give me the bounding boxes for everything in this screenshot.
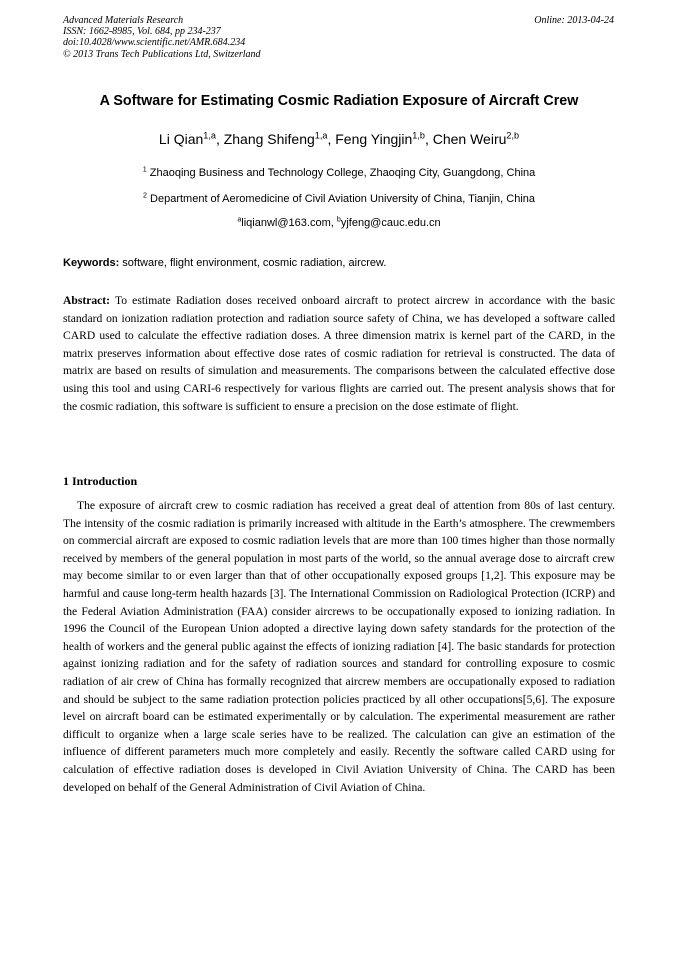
email-sup: a <box>237 215 242 224</box>
abstract-text: To estimate Radiation doses received onboard aircraft to protect aircrew in accordance with the basic standard on ionization radiation protection and radiation source safety of China, we has developed a software called CARD used to calculate the effective radiation doses. A three dimension matrix is kernel part of the CARD, in the matrix preserves information about effective dose rates of cosmic radiation for retrieval is constructed. The data of matrix are based on results of simulation and measurements. The comparisons between the calculated effective dose using this tool and using CARI-6 respectively for various flights are carried out. The present analysis shows that for the cosmic radiation, this software is sufficient to ensure a precision on the dose estimate of flight. <box>63 294 615 413</box>
author-name: Zhang Shifeng <box>223 131 315 147</box>
affiliation-sup: 1 <box>142 165 147 174</box>
affiliation-1 <box>0 167 678 179</box>
doi-line: doi:10.4028/www.scientific.net/AMR.684.234 <box>63 37 246 49</box>
online-date: Online: 2013-04-24 <box>534 15 614 26</box>
keywords-label: Keywords: <box>63 257 120 269</box>
author-name: Chen Weiru <box>432 131 507 147</box>
abstract-paragraph <box>63 292 615 415</box>
section-heading: 1 Introduction <box>63 474 138 488</box>
author-sup: 1,a <box>314 130 328 141</box>
affiliation-2 <box>0 193 678 205</box>
affiliation-text: Zhaoqing Business and Technology College, Zhaoqing City, Guangdong, China <box>149 167 536 179</box>
journal-name: Advanced Materials Research <box>63 15 184 26</box>
keywords-line <box>63 257 615 269</box>
author-sup: 1,a <box>203 130 216 141</box>
abstract-label: Abstract: <box>63 294 111 307</box>
journal-header <box>63 15 261 60</box>
keywords-text: software, flight environment, cosmic radiation, aircrew. <box>119 257 387 269</box>
email-sup: b <box>336 215 341 224</box>
author-name: Li Qian <box>158 131 204 147</box>
author-emails <box>0 217 678 229</box>
author-name: Feng Yingjin <box>335 131 413 147</box>
email-a: liqianwl@163.com, <box>241 217 337 229</box>
affiliation-text: Department of Aeromedicine of Civil Aviation University of China, Tianjin, China <box>150 193 536 205</box>
author-list: Li Qian$^{1,a}$, Zhang Shifeng$^{1,a}$, Feng Yingjin$^{1,b}$, Chen Weiru$^{2,b}$ <box>158 130 520 147</box>
issn-line: ISSN: 1662-8985, Vol. 684, pp 234-237 <box>63 26 221 38</box>
paper-title: A Software for Estimating Cosmic Radiation Exposure of Aircraft Crew <box>99 93 579 109</box>
affiliation-sup: 2 <box>142 191 147 200</box>
copyright-line: © 2013 Trans Tech Publications Ltd, Switzerland <box>63 48 261 60</box>
author-sup: 2,b <box>506 130 520 141</box>
intro-paragraph: The exposure of aircraft crew to cosmic radiation has received a great deal of attention from 80s of last century. The intensity of the cosmic radiation is primarily increased with altitude in the Earth’s atmosphere. The crewmembers on commercial aircraft are exposed to cosmic radiation levels that are more than 100 times higher than those normally received by members of the general population in most parts of the world, so the annual average dose to aircraft crew may become similar to or even larger than that of other occupationally exposed groups [1,2]. This exposure may be harmful and cause long-term health hazards [3]. The International Commission on Radiological Protection (ICRP) and the Federal Aviation Administration (FAA) consider aircrews to be occupationally exposed to ionizing radiation. In 1996 the Council of the European Union adopted a directive laying down safety standards for the protection of the health of workers and the general public against the effects of ionizing radiation [4]. The basic standards for protection against ionizing radiation and for the safety of radiation sources and standard for controlling exposure to cosmic radiation of air crew of China has formally recognized that aircrew members are occupationally exposed to radiation and should be subject to the same radiation protection policies practiced by all other occupations[5,6]. The exposure level on aircraft board can be estimated experimentally or by calculation. The experimental measurement are rather difficult to organize when a large scale series have to be realized. The calculation can give an estimation of the influence of different parameters much more completely and easily. Recently the software called CARD using for calculation of effective radiation doses is developed in Civil Aviation University of China. The CARD has been developed on behalf of the General Administration of Civil Aviation of China. <box>63 499 615 794</box>
author-sup: 1,b <box>412 130 425 141</box>
email-b: yjfeng@cauc.edu.cn <box>340 217 441 229</box>
